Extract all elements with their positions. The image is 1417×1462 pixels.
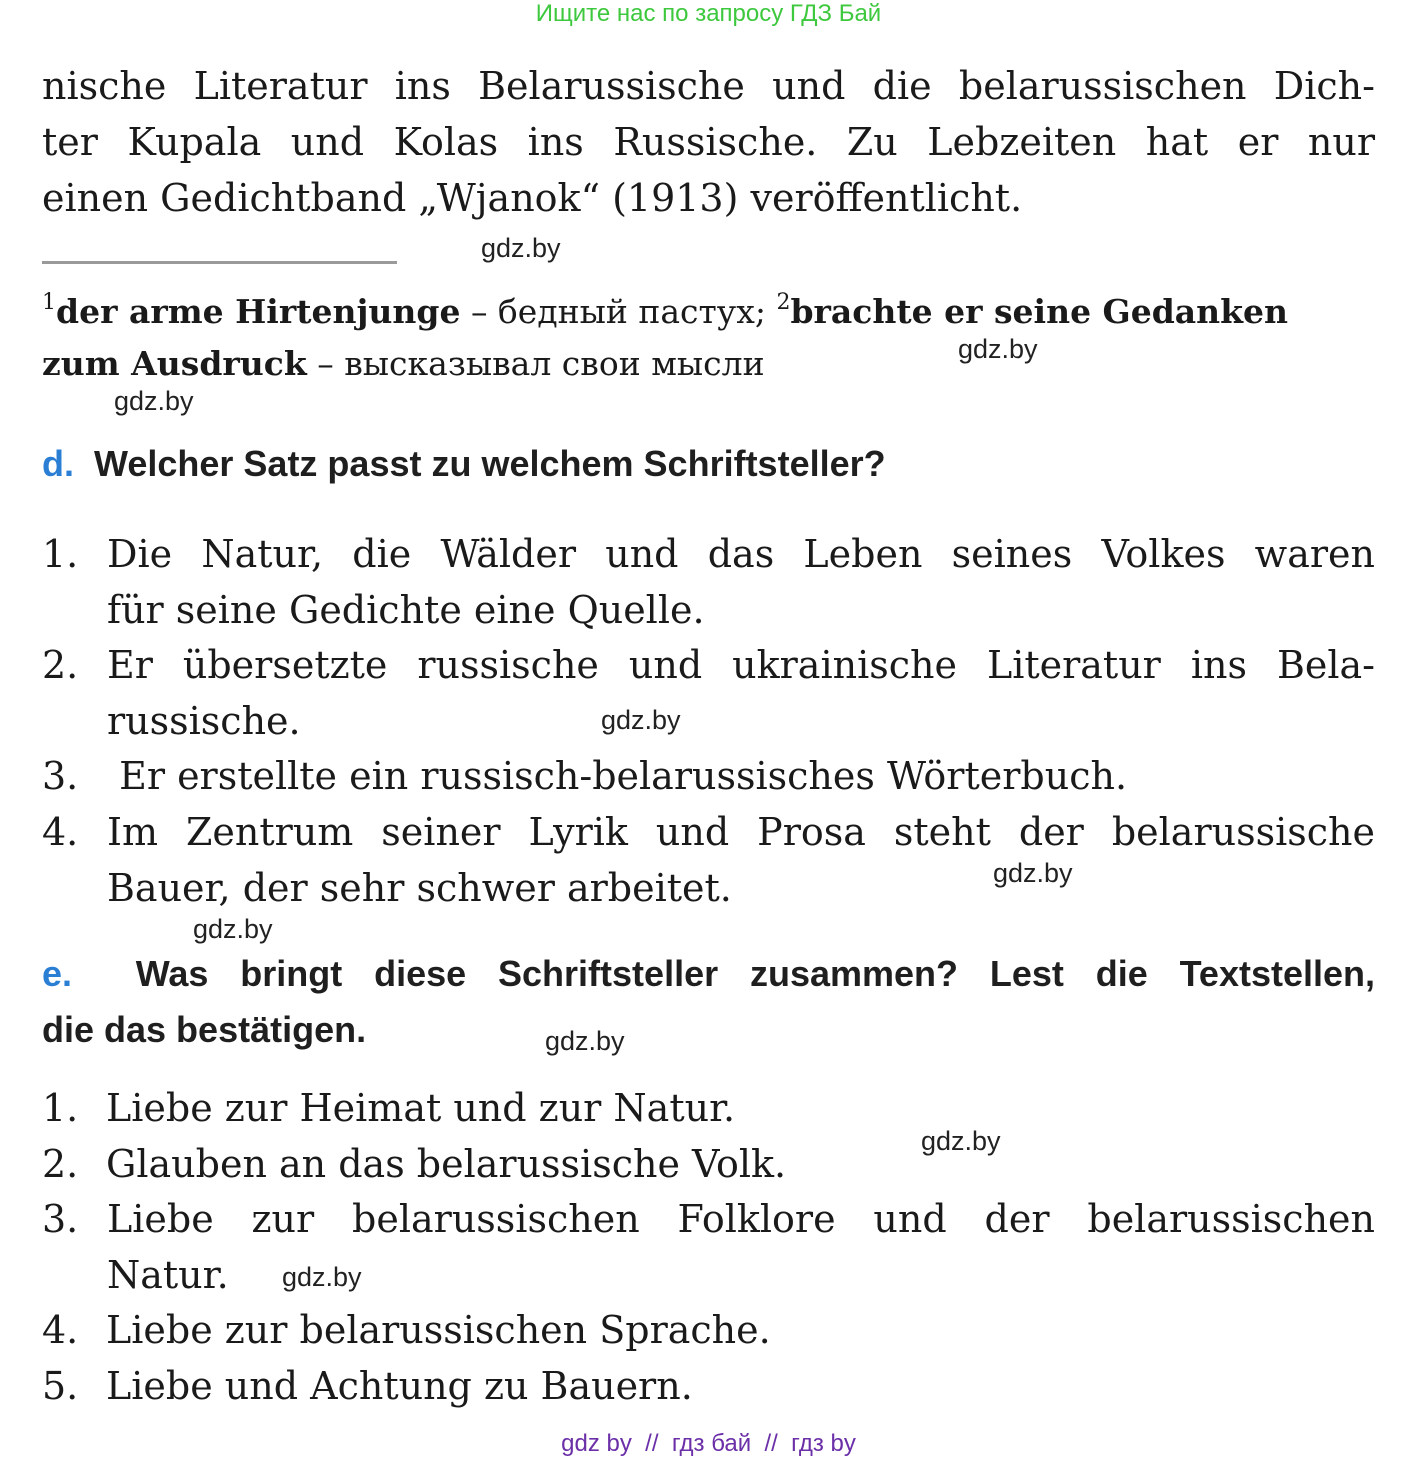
footnote-translation-2: – высказывал свои мысли xyxy=(306,344,765,383)
footnote-term-1: der arme Hirtenjunge xyxy=(56,292,461,331)
watermark: gdz.by xyxy=(193,914,273,944)
footnote-term-2a: brachte er seine Gedanken xyxy=(790,292,1289,331)
item-number: 3. xyxy=(42,1197,79,1241)
task-e-heading-line-2: die das bestätigen. xyxy=(42,1009,367,1050)
item-number: 1. xyxy=(42,1086,79,1130)
task-d-heading xyxy=(42,436,886,492)
watermark: gdz.by xyxy=(282,1262,362,1292)
task-e-item-2 xyxy=(42,1136,786,1192)
task-e-item-4-text: Liebe zur belarussischen Sprache. xyxy=(106,1308,771,1352)
item-number: 2. xyxy=(42,1142,79,1186)
task-e-item-3-line-2: Natur. xyxy=(107,1253,229,1297)
item-number: 2. xyxy=(42,643,79,687)
task-d-item-4-line-2: Bauer, der sehr schwer arbeitet. xyxy=(107,866,732,910)
footnote-marker-2: 2 xyxy=(776,290,791,315)
task-d-item-4-line-1: Im Zentrum seiner Lyrik und Prosa steht der belarussische xyxy=(107,810,1375,854)
item-number: 4. xyxy=(42,1308,79,1352)
watermark: gdz.by xyxy=(114,386,194,416)
task-e-heading-line-1 xyxy=(42,946,1375,1002)
footer-watermark: gdz by // гдз бай // гдз by xyxy=(561,1430,856,1457)
item-number: 1. xyxy=(42,532,79,576)
task-d-item-2-line-2: russische. xyxy=(107,699,301,743)
footnote-term-2b: zum Ausdruck xyxy=(42,344,307,383)
task-d-item-2-line-1: Er übersetzte russische und ukrainische Literatur ins Bela- xyxy=(107,643,1375,687)
task-e-item-1-text: Liebe zur Heimat und zur Natur. xyxy=(106,1086,736,1130)
item-number: 4. xyxy=(42,810,79,854)
watermark: gdz.by xyxy=(601,705,681,735)
watermark: gdz.by xyxy=(545,1026,625,1056)
task-d-item-1 xyxy=(42,526,106,582)
item-number: 3. xyxy=(42,754,79,798)
task-e-title-line-1: Was bringt diese Schriftsteller zusammen? Lest die Textstellen, xyxy=(135,953,1375,994)
watermark: gdz.by xyxy=(481,233,561,263)
watermark: gdz.by xyxy=(921,1126,1001,1156)
footnote-divider xyxy=(42,261,397,264)
watermark: gdz.by xyxy=(958,334,1038,364)
task-d-item-3 xyxy=(42,748,106,804)
task-d-item-1-line-1: Die Natur, die Wälder und das Leben seines Volkes waren xyxy=(107,532,1375,576)
footnote-marker-1: 1 xyxy=(42,290,56,315)
task-d-letter: d. xyxy=(42,443,74,484)
task-e-item-5-text: Liebe und Achtung zu Bauern. xyxy=(106,1364,693,1408)
task-d-item-1-line-2: für seine Gedichte eine Quelle. xyxy=(107,588,705,632)
task-e-item-3-line-1: Liebe zur belarussischen Folklore und der belarussischen xyxy=(107,1197,1375,1241)
item-number: 5. xyxy=(42,1364,79,1408)
intro-line-3: einen Gedichtband „Wjanok“ (1913) veröffentlicht. xyxy=(42,176,1023,220)
footnote-line-1 xyxy=(42,286,1288,343)
task-d-title: Welcher Satz passt zu welchem Schriftsteller? xyxy=(94,443,886,484)
task-e-item-5 xyxy=(42,1358,693,1414)
task-e-item-4 xyxy=(42,1302,771,1358)
intro-line-2: ter Kupala und Kolas ins Russische. Zu Lebzeiten hat er nur xyxy=(42,120,1375,164)
task-e-letter: e. xyxy=(42,953,73,994)
task-d-item-4 xyxy=(42,804,106,860)
intro-line-1: nische Literatur ins Belarussische und die belarussischen Dich- xyxy=(42,64,1375,108)
task-e-item-3 xyxy=(42,1191,106,1247)
watermark: gdz.by xyxy=(993,858,1073,888)
task-d-item-2 xyxy=(42,637,106,693)
task-d-item-3-line-1: Er erstellte ein russisch-belarussisches Wörterbuch. xyxy=(107,754,1128,798)
task-e-item-1 xyxy=(42,1080,735,1136)
footnote-line-2 xyxy=(42,338,765,390)
top-banner: Ищите нас по запросу ГДЗ Бай xyxy=(535,0,882,27)
footnote-translation-1: – бедный пастух; xyxy=(460,292,777,331)
task-e-item-2-text: Glauben an das belarussische Volk. xyxy=(106,1142,787,1186)
